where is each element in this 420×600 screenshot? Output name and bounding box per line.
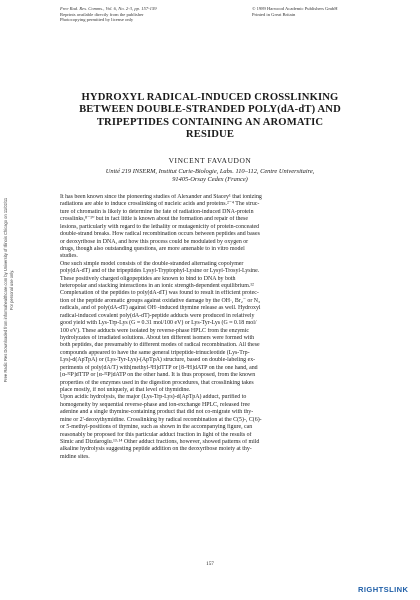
body-line: periments of poly(dA/T) with[methyl-³H]dTTP or [8-³H]dATP on the one hand, and [60,364,258,371]
body-line: reasonably be proposed for this particular adduct fraction in light of the results of [60,431,252,438]
body-line: double-strand breaks. How radical recombination occurs between peptides and bases [60,231,260,238]
title-line: TRIPEPTIDES CONTAINING AN AROMATIC [96,116,324,128]
watermark-line: Free Radic Res Downloaded from informahealthcare.com by University of Illinois Chicago on 11/02/11 [3,197,8,383]
download-watermark [3,150,25,430]
body-line: One such simple model consists of the double-stranded alternating copolymer [60,260,244,267]
body-line: radical-induced covalent poly(dA-dT)-peptide adducts were produced in relatively [60,312,255,319]
journal-header-left [60,6,220,23]
body-line: Lys)-d(ApTpA) or (Lys-Tyr-Lys)-(ApTpA) structure, based on double-labeling ex- [60,357,256,364]
affiliation-line: Unité 219 INSERM, Institut Curie-Biologie, Labs. 110–112, Centre Universitaire, [105,168,315,175]
body-line: ture of chromatin is likely to determine the fate of radiation-induced DNA-protein [60,208,254,215]
body-line: [α-³²P]dTTP or [α-³²P]dATP on the other hand. It is thus proposed, from the known [60,372,256,379]
body-line: lesions, particularly with regard to the lethality or mutagenicity of protein-conceated [60,223,260,230]
body-line: poly(dA-dT) and of the tripeptides Lysyl-Tryptophyl-Lysine or Lysyl-Trosyl-Lysine. [60,268,260,275]
body-line: place mostly, if not uniquely, at that level of thymidine. [60,386,191,393]
title-line: RESIDUE [185,129,235,141]
article-body [60,194,364,461]
body-line: good yield with Lys-Trp-Lys (G ≈ 0.31 mol/100 eV) or Lys-Tyr-Lys (G ≈ 0.18 mol/ [60,320,257,327]
body-line: 100 eV). These adducts were isolated by reverse-phase HPLC from the enzymic [60,327,249,334]
author-name: VINCENT FAVAUDON [168,156,252,165]
author-affiliation [60,168,360,184]
header-copyright: © 1989 Harwood Academic Publishers GmbH [252,6,338,11]
body-line: mine or 2'-deoxythymidine. Crosslinking by radical recombination at the C(5)-, C(6)- [60,416,262,423]
body-line: crosslinks,⁸⁻¹⁰ but in fact little is known about the formation and repair of these [60,216,248,223]
header-citation: Free Rad. Res. Comms., Vol. 6, No. 2-3, pp. 157-159 [60,6,157,11]
body-line: radiations are able to induce crosslinking of nucleic acids and proteins.²⁻⁴ The struc- [60,201,260,208]
header-reprints: Reprints available directly from the publisher [60,11,144,17]
page-number: 157 [206,561,214,567]
body-line: properties of the enzymes used in the digestion procedures, that crosslinking takes [60,379,254,386]
body-line: These positively charged oligopeptides are known to bind to DNA by both [60,275,236,282]
body-line: or 5-methyl-positions of thymine, such as shown in the accompanying figure, can [60,424,253,431]
body-line: midine sites. [60,453,90,460]
affiliation-line: 91405-Orsay Cedex (France) [172,176,248,183]
body-line: hydrolyzates of irradiated solutions. About ten different isomers were formed with [60,335,255,342]
body-line: compounds appeared to have the same general tripeptide-trinucleotide (Lys-Trp- [60,349,250,356]
watermark-line: For personal use only. [8,269,14,311]
article-title [60,92,360,142]
body-line: radicals, and of poly(dA-dT) against OH·-induced thymine release as well. Hydroxyl [60,305,261,312]
rightslink-logo[interactable]: RIGHTSLINK [358,585,409,594]
body-line: or deoxyribose in DNA, and how this process could be modulated by oxygen or [60,238,249,245]
body-line: alkaline hydrolysis suggesting peptide addition on the deoxyribose moiety at thy- [60,446,252,453]
header-printed: Printed in Great Britain [252,11,296,17]
body-line: Complexation of the peptides to poly(dA-dT) was found to result in efficient protec- [60,290,259,297]
body-line: Upon acidic hydrolysis, the major (Lys-Trp-Lys)-d(ApTpA) adduct, purified to [60,394,247,401]
body-line: Simic and Dizdaroglu.¹³·¹⁴ Other adduct fractions, however, showed patterns of mild [60,438,260,445]
body-line: It has been known since the pioneering studies of Alexander and Stacey¹ that ionizing [60,194,262,200]
journal-header-right [252,6,382,17]
header-photocopying: Photocopying permitted by license only [60,17,134,23]
body-line: heteropolar and stacking interactions in an ionic strength-dependent equilibrium.¹² [60,283,254,290]
title-line: HYDROXYL RADICAL-INDUCED CROSSLINKING [81,92,339,103]
body-line: studies. [60,253,78,260]
body-line: homogeneity by sequential reverse-phase and ion-exchange HPLC, released free [60,401,250,408]
title-line: BETWEEN DOUBLE-STRANDED POLY(dA-dT) AND [79,104,341,116]
body-line: both peptides, due presumably to different modes of radical recombination. All these [60,342,260,349]
body-line: adenine and a single thymine-containing product that did not co-migrate with thy- [60,409,254,416]
body-line: drugs, though also outstanding questions, are more amenable to in vitro model [60,245,245,252]
body-line: tion of the peptide aromatic groups against oxidative damage by the OH·, Br₂⁻ or N₃ [60,297,261,304]
